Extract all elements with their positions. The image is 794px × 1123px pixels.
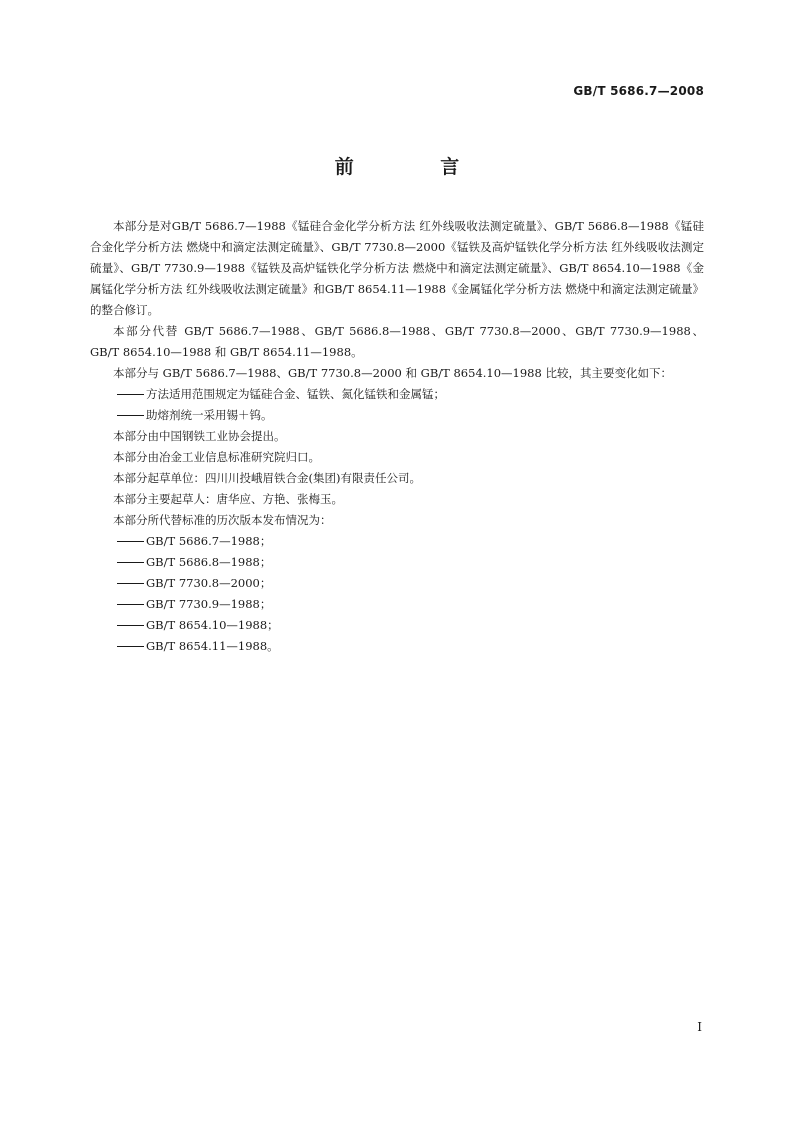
- list-item: [90, 531, 704, 552]
- document-body: [90, 216, 704, 657]
- dash-mark: [117, 562, 144, 563]
- dash-mark: [117, 541, 144, 542]
- list-item: [90, 615, 704, 636]
- list-item-text: GB/T 5686.8—1988；: [146, 555, 272, 569]
- list-item-text: GB/T 7730.9—1988；: [146, 597, 272, 611]
- list-item-text: GB/T 5686.7—1988；: [146, 534, 272, 548]
- dash-mark: [117, 604, 144, 605]
- paragraph: 本部分与 GB/T 5686.7—1988、GB/T 7730.8—2000 和 GB/T 8654.10—1988 比较，其主要变化如下：: [113, 366, 672, 380]
- list-item-text: GB/T 8654.11—1988。: [146, 639, 279, 653]
- list-item: [90, 636, 704, 657]
- dash-mark: [117, 646, 144, 647]
- info-line: 本部分起草单位：四川川投峨眉铁合金(集团)有限责任公司。: [113, 471, 421, 485]
- dash-mark: [117, 415, 144, 416]
- info-line: 本部分所代替标准的历次版本发布情况为：: [113, 513, 332, 527]
- list-item: [90, 573, 704, 594]
- list-item-text: GB/T 7730.8—2000；: [146, 576, 272, 590]
- info-line: 本部分由中国钢铁工业协会提出。: [113, 429, 286, 443]
- list-item: [90, 552, 704, 573]
- info-line: 本部分由冶金工业信息标准研究院归口。: [113, 450, 320, 464]
- dash-mark: [117, 394, 144, 395]
- list-item: [90, 405, 704, 426]
- page-title: 前 言: [334, 156, 500, 178]
- dash-mark: [117, 583, 144, 584]
- dash-mark: [117, 625, 144, 626]
- list-item-text: GB/T 8654.10—1988；: [146, 618, 279, 632]
- list-item: [90, 384, 704, 405]
- paragraph: 本部分是对GB/T 5686.7—1988《锰硅合金化学分析方法 红外线吸收法测定硫量》、GB/T 5686.8—1988《锰硅合金化学分析方法 燃烧中和滴定法测定硫量》、GB/T 7730.8—2000《锰铁及高炉锰铁化学分析方法 红外线吸收法测定硫量》、GB/T 7730.9—1988《锰铁及高炉锰铁化学分析方法 燃烧中和滴定法测定硫量》、GB/T 8654.10—1988《金属锰化学分析方法 红外线吸收法测定硫量》和GB/T 8654.11—1988《金属锰化学分析方法 燃烧中和滴定法测定硫量》的整合修订。: [90, 219, 704, 317]
- paragraph: 本部分代替 GB/T 5686.7—1988、GB/T 5686.8—1988、GB/T 7730.8—2000、GB/T 7730.9—1988、GB/T 8654.10—1988 和 GB/T 8654.11—1988。: [90, 324, 704, 359]
- list-item-text: 方法适用范围规定为锰硅合金、锰铁、氮化锰铁和金属锰；: [146, 387, 445, 401]
- list-item-text: 助熔剂统一采用锡＋钨。: [146, 408, 273, 422]
- info-line: 本部分主要起草人：唐华应、方艳、张梅玉。: [113, 492, 343, 506]
- page-number: I: [697, 1020, 702, 1034]
- list-item: [90, 594, 704, 615]
- standard-number: GB/T 5686.7—2008: [573, 84, 704, 98]
